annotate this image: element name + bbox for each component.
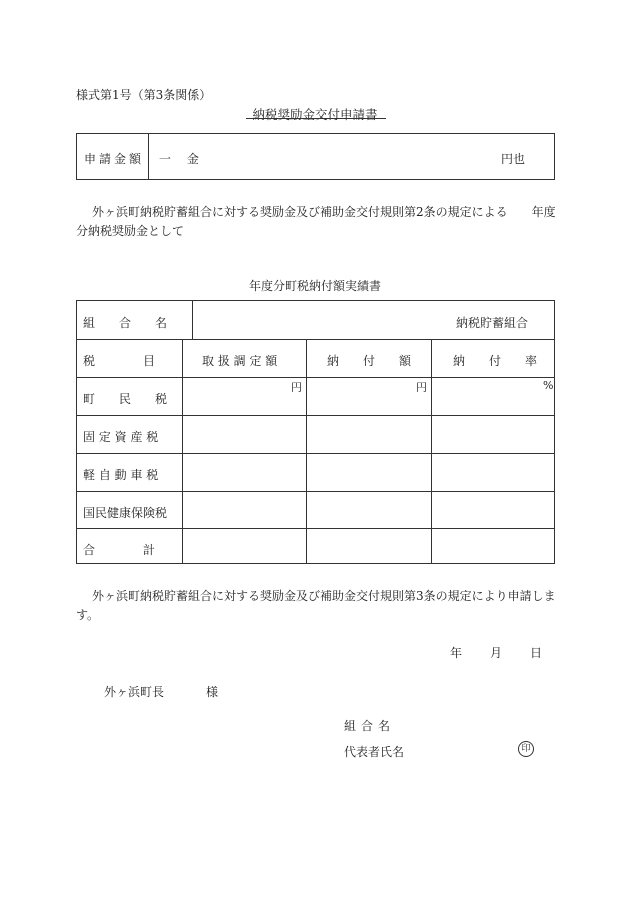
table-rule [182, 339, 183, 563]
header-payment-rate: 納 付 率 [453, 354, 538, 368]
unit-yen: 円 [416, 381, 427, 394]
header-tax-type: 税 目 [83, 354, 156, 368]
table-rule [306, 339, 307, 563]
header-paid-amount: 納 付 額 [327, 354, 412, 368]
tax-payment-table [76, 300, 555, 564]
table-rule [192, 301, 193, 339]
unit-yen: 円 [291, 381, 302, 394]
amount-prefix: 一 金 [159, 152, 205, 166]
header-assessed-amount: 取 扱 調 定 額 [202, 354, 278, 368]
unit-percent: % [543, 379, 554, 392]
date-year: 年 [450, 646, 463, 660]
table-rule [431, 339, 432, 563]
union-name-header: 組 合 名 [83, 316, 168, 330]
representative-label: 代表者氏名 [344, 745, 405, 759]
union-name-value: 納税貯蓄組合 [456, 316, 529, 330]
form-number: 様式第1号（第3条関係） [76, 88, 212, 102]
table-rule [77, 415, 554, 416]
table-rule [77, 528, 554, 529]
addressee: 外ヶ浜町長 [104, 685, 165, 699]
table-rule [77, 339, 554, 340]
title-underline [246, 118, 386, 119]
document-title: 納税奨励金交付申請書 [252, 107, 378, 122]
date-month: 月 [490, 646, 503, 660]
amount-box [76, 133, 555, 180]
paragraph2-line2: す。 [76, 608, 100, 622]
table-title: 年度分町税納付額実績書 [248, 279, 381, 293]
row-label-light-vehicle-tax: 軽 自 動 車 税 [83, 468, 159, 482]
paragraph1-line1: 外ヶ浜町納税貯蓄組合に対する奨励金及び補助金交付規則第2条の規定による 年度 [92, 205, 556, 219]
union-name-label: 組合名 [344, 719, 396, 733]
table-rule [77, 491, 554, 492]
date-line [450, 644, 542, 661]
amount-suffix: 円也 [501, 152, 526, 166]
date-day: 日 [530, 646, 543, 660]
seal-mark: 印 [518, 741, 534, 757]
row-label-health-insurance-tax: 国民健康保険税 [83, 506, 168, 520]
row-label-total: 合 計 [83, 543, 156, 557]
table-rule [77, 377, 554, 378]
row-label-property-tax: 固 定 資 産 税 [83, 430, 159, 444]
amount-label: 申請金額 [84, 152, 145, 166]
paragraph2-line1: 外ヶ浜町納税貯蓄組合に対する奨励金及び補助金交付規則第3条の規定により申請しま [92, 589, 556, 603]
paragraph1-line2: 分納税奨励金として [76, 224, 185, 238]
amount-box-divider [148, 134, 149, 179]
row-label-resident-tax: 町 民 税 [83, 392, 168, 406]
table-rule [77, 453, 554, 454]
honorific: 様 [206, 685, 219, 699]
